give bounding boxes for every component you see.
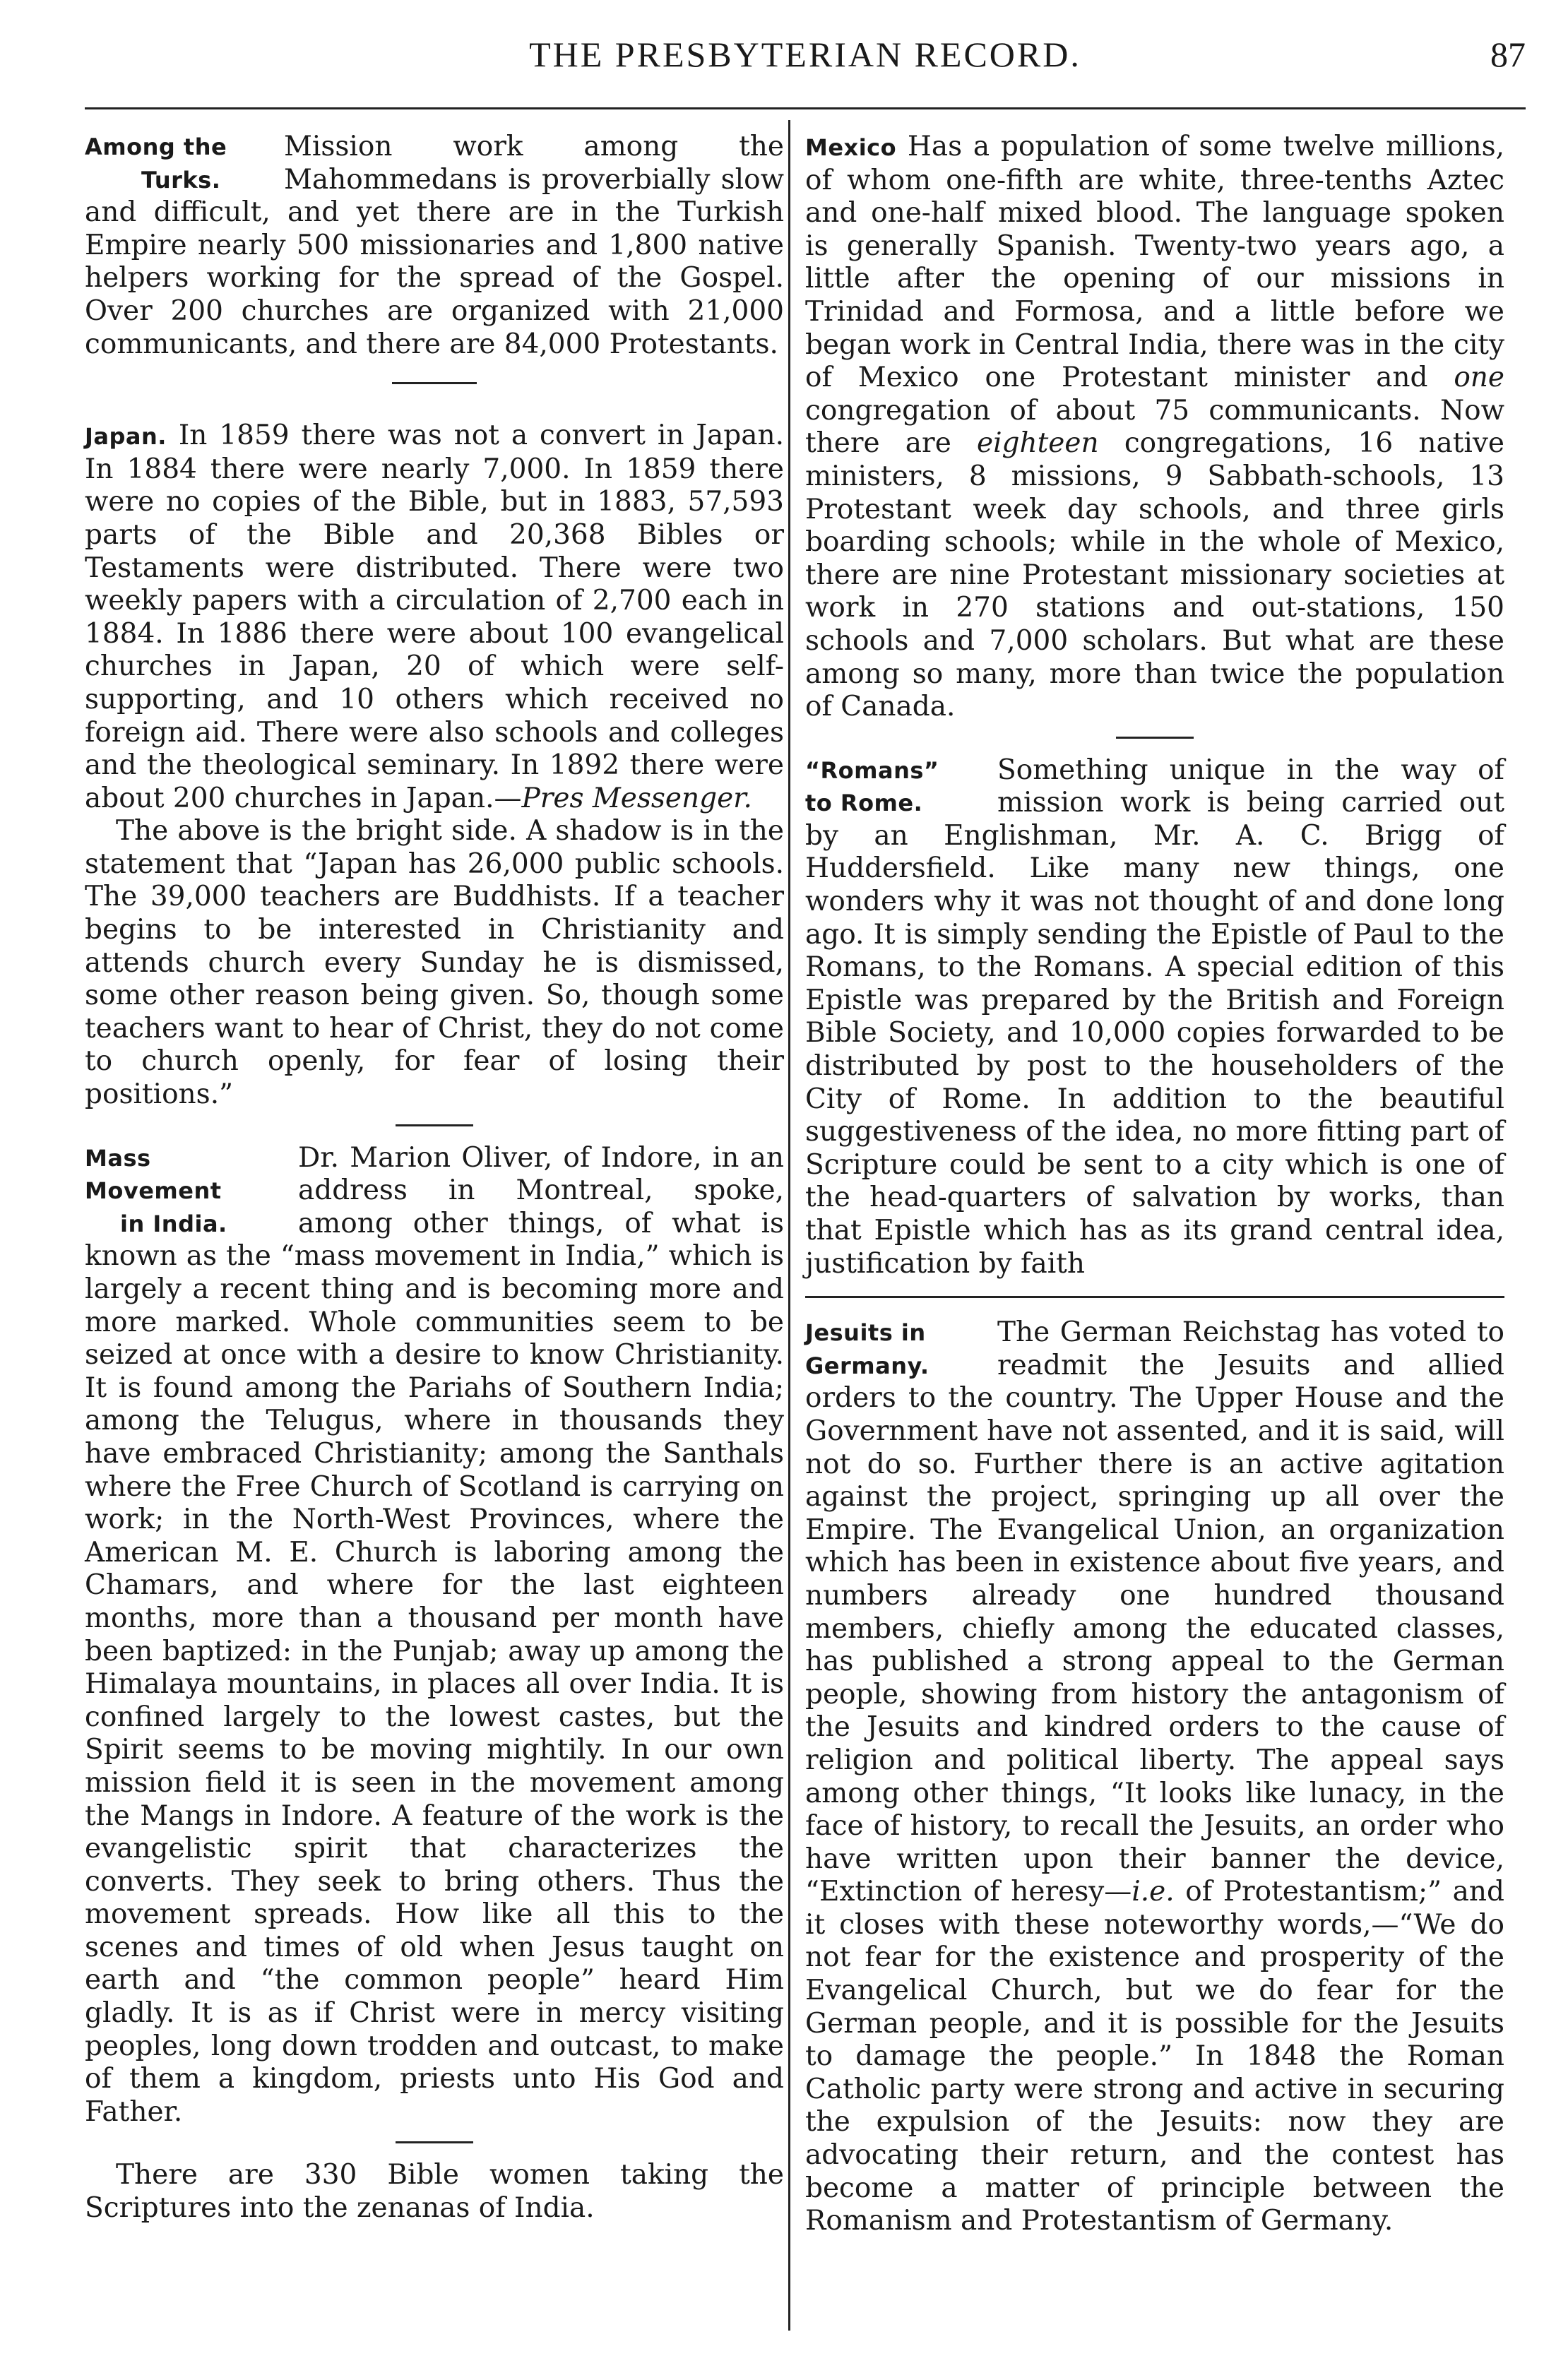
article-india <box>85 1142 784 2129</box>
running-title: THE PRESBYTERIAN RECORD. <box>529 35 1081 74</box>
article-romans <box>805 754 1504 1281</box>
left-column <box>85 131 784 2228</box>
side-heading-line: Germany. <box>805 1352 930 1379</box>
side-heading <box>85 1142 290 1241</box>
section-rule <box>396 2141 473 2143</box>
emphasis: eighteen <box>977 427 1099 460</box>
side-heading-line: to Rome. <box>805 790 923 817</box>
side-heading-line: Jesuits in <box>805 1319 926 1347</box>
header-rule <box>85 107 1526 109</box>
article-text: Something unique in the way of mission work is being carried out by an Englishman, Mr. A. C. Brigg of Huddersfield. Like many new things, one wonders why it was not thought of and done long ago. It is simply sending the Epistle of Paul to the Romans, to the Romans. A special edition of this Epistle was prepared by the British and Foreign Bible Society, and 10,000 copies forwarded to be distributed by post to the householders of the City of Rome. In addition to the beautiful suggestiveness of the idea, no more fitting part of Scripture could be sent to a city which is one of the head-quarters of salvation by works, than that Epistle which has as its grand central idea, justification by faith <box>805 754 1504 1280</box>
page-number: 87 <box>1490 35 1526 74</box>
article-text: There are 330 Bible women taking the Scriptures into the zenanas of India. <box>85 2159 784 2225</box>
source-citation: Pres Messenger. <box>521 782 752 814</box>
article-japan <box>85 420 784 1111</box>
page-header <box>85 28 1526 83</box>
section-rule <box>805 1296 1504 1298</box>
article-text: The above is the bright side. A shadow is in the statement that “Japan has 26,000 public schools. The 39,000 teachers are Buddhists. If a teacher begins to be interested in Christianity and attends church every Sunday he is dismissed, some other reason being given. So, though some teachers want to hear of Christ, they do not come to church openly, for fear of losing their positions.” <box>85 815 784 1111</box>
side-heading-line: Mass Movement <box>85 1144 222 1205</box>
article-turks <box>85 131 784 361</box>
side-heading-line: “Romans” <box>805 756 939 784</box>
article-text: The German Reichstag has voted to readmit the Jesuits and allied orders to the country. The Upper House and the Government have not assented, and it is said, will not do so. Further there is an active agitation against the project, springing up all over the Empire. The Evangelical Union, an organization which has been in existence about five years, and numbers already one hundred thousand members, chiefly among the educated classes, has published a strong appeal to the German people, showing from history the antagonism of the Jesuits and kindred orders to the cause of religion and political liberty. The appeal says among other things, “It looks like lunacy, in the face of history, to recall the Jesuits, an order who have written upon their banner the device, “Extinction of heresy— <box>805 1316 1504 1908</box>
inline-heading: Japan. <box>85 423 167 451</box>
right-column <box>805 131 1504 2241</box>
side-heading <box>805 1316 989 1382</box>
column-divider <box>788 120 790 2331</box>
article-text: Dr. Marion Oliver, of Indore, in an address in Montreal, spoke, among other things, of what is known as the “mass movement in India,” which is largely a recent thing and is becoming more and more marked. Whole communities seem to be seized at once with a desire to know Christianity. It is found among the Pariahs of Southern India; among the Telugus, where in thousands they have embraced Christianity; among the Santhals where the Free Church of Scotland is carrying on work; in the North-West Provinces, where the American M. E. Church is laboring among the Chamars, and where for the last eighteen months, more than a thousand per month have been baptized: in the Punjab; away up among the Himalaya mountains, in places all over India. It is confined largely to the lowest castes, but the Spirit seems to be moving mightily. In our own mission field it is seen in the movement among the Mangs in Indore. A feature of the work is the evangelistic spirit that characterizes the converts. They seek to bring others. Thus the movement spreads. How like all this to the scenes and times of old when Jesus taught on earth and “the common people” heard Him gladly. It is as if Christ were in mercy visiting peoples, long down trodden and outcast, to make of them a kingdom, priests unto His God and Father. <box>85 1141 784 2128</box>
side-heading-line: Turks. <box>141 166 221 194</box>
side-heading-line: Among the <box>85 133 227 160</box>
side-heading <box>805 754 989 820</box>
article-text: Has a population of some twelve millions, of whom one-fifth are white, three-tenths Aztec and one-half mixed blood. The language spoken is generally Spanish. Twenty-two years ago, a little after the opening of our missions in Trinidad and Formosa, and a little before we began work in Central India, there was in the city of Mexico one Protestant minister and <box>805 131 1504 394</box>
article-text: Mission work among the Mahommedans is proverbially slow and difficult, and yet there are in the Turkish Empire nearly 500 missionaries and 1,800 native helpers working for the spread of the Gospel. Over 200 churches are organized with 21,000 communicants, and there are 84,000 Protestants. <box>85 131 784 360</box>
article-text: congregation of about 75 communicants. Now there are <box>805 394 1504 460</box>
article-text: In 1859 there was not a convert in Japan. In 1884 there were nearly 7,000. In 1859 there were no copies of the Bible, but in 1883, 57,593 parts of the Bible and 20,368 Bibles or Testaments were distributed. There were two weekly papers with a circulation of 2,700 each in 1884. In 1886 there were about 100 evangelical churches in Japan, 20 of which were self-supporting, and 10 others which received no foreign aid. There were also schools and colleges and the theological seminary. In 1892 there were about 200 churches in Japan.— <box>85 420 784 814</box>
inline-heading: Mexico <box>805 134 897 161</box>
emphasis: one <box>1454 362 1505 394</box>
article-jesuits <box>805 1316 1504 2238</box>
emphasis: i.e. <box>1132 1876 1175 1908</box>
article-mexico <box>805 131 1504 724</box>
article-text: congregations, 16 native ministers, 8 missions, 9 Sabbath-schools, 13 Protestant week day schools, and three girls boarding schools; while in the whole of Mexico, there are nine Protestant missionary societies at work in 270 stations and out-stations, 150 schools and 7,000 scholars. But what are these among so many, more than twice the population of Canada. <box>805 427 1504 723</box>
section-rule <box>1116 737 1194 739</box>
section-rule <box>392 382 477 384</box>
section-rule <box>396 1124 473 1126</box>
side-heading-line: in India. <box>120 1210 227 1237</box>
article-text: of Protestantism;” and it closes with these noteworthy words,—“We do not fear for the existence and prosperity of the Evangelical Church, but we do fear for the German people, and it is possible for the Jesuits to damage the people.” In 1848 the Roman Catholic party were strong and active in securing the expulsion of the Jesuits: now they are advocating their return, and the contest has become a matter of principle between the Romanism and Protestantism of Germany. <box>805 1876 1504 2237</box>
article-zenanas <box>85 2159 784 2225</box>
side-heading <box>85 131 275 196</box>
